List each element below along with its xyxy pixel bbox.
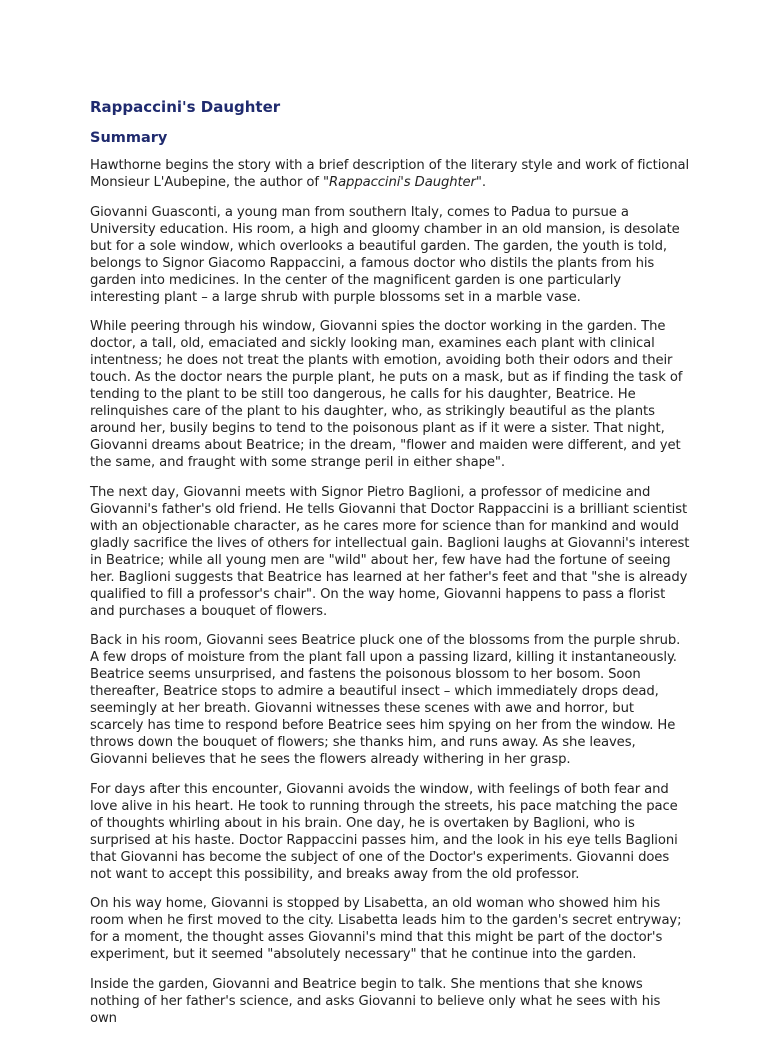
paragraph: Inside the garden, Giovanni and Beatrice begin to talk. She mentions that she knows nothing of her father's science, and asks Giovanni to believe only what he sees with his own	[90, 976, 661, 1026]
paragraph: Giovanni Guasconti, a young man from southern Italy, comes to Padua to pursue a University education. His room, a high and gloomy chamber in an old mansion, is desolate but for a sole window, which overlooks a beautiful garden. The garden, the youth is told, belongs to Signor Giacomo Rappaccini, a famous doctor who distils the plants from his garden into medicines. In the center of the magnificent garden is one particularly interesting plant – a large shrub with purple blossoms set in a marble vase.	[90, 204, 680, 305]
intro-italic-title: "Rappaccini's Daughter"	[323, 175, 482, 190]
document-page	[90, 97, 690, 1039]
intro-text: Hawthorne begins the story with a brief description of the literary style and work of fictional Monsieur L'Aubepine, the author of	[90, 158, 690, 190]
document-title: Rappaccini's Daughter	[90, 98, 281, 116]
paragraph-intro	[90, 157, 690, 191]
paragraph: On his way home, Giovanni is stopped by Lisabetta, an old woman who showed him his room when he first moved to the city. Lisabetta leads him to the garden's secret entryway; for a moment, the thought asses Giovanni's mind that this might be part of the doctor's experiment, but it seemed "absolutely necessary" that he continue into the garden.	[90, 896, 682, 962]
paragraph: Back in his room, Giovanni sees Beatrice pluck one of the blossoms from the purple shrub. A few drops of moisture from the plant fall upon a passing lizard, killing it instantaneously. Beatrice seems unsurprised, and fastens the poisonous blossom to her bosom. Soon thereafter, Beatrice stops to admire a beautiful insect – which immediately drops dead, seemingly at her breath. Giovanni witnesses these scenes with awe and horror, but scarcely has time to respond before Beatrice sees him spying on her from the window. He throws down the bouquet of flowers; she thanks him, and runs away. As she leaves, Giovanni believes that he sees the flowers already withering in her grasp.	[90, 633, 681, 767]
section-heading-summary: Summary	[90, 130, 168, 146]
paragraph: For days after this encounter, Giovanni avoids the window, with feelings of both fear and love alive in his heart. He took to running through the streets, his pace matching the pace of thoughts whirling about in his brain. One day, he is overtaken by Baglioni, who is surprised at his haste. Doctor Rappaccini passes him, and the look in his eye tells Baglioni that Giovanni has become the subject of one of the Doctor's experiments. Giovanni does not want to accept this possibility, and breaks away from the old professor.	[90, 781, 678, 882]
paragraph: The next day, Giovanni meets with Signor Pietro Baglioni, a professor of medicine and Giovanni's father's old friend. He tells Giovanni that Doctor Rappaccini is a brilliant scientist with an objectionable character, as he cares more for science than for mankind and would gladly sacrifice the lives of others for intellectual gain. Baglioni laughs at Giovanni's interest in Beatrice; while all young men are "wild" about her, few have had the fortune of seeing her. Baglioni suggests that Beatrice has learned at her father's feet and that "she is already qualified to fill a professor's chair". On the way home, Giovanni happens to pass a florist and purchases a bouquet of flowers.	[90, 484, 690, 619]
paragraph: While peering through his window, Giovanni spies the doctor working in the garden. The doctor, a tall, old, emaciated and sickly looking man, examines each plant with clinical intentness; he does not treat the plants with emotion, avoiding both their odors and their touch. As the doctor nears the purple plant, he puts on a mask, but as if finding the task of tending to the plant to be still too dangerous, he calls for his daughter, Beatrice. He relinquishes care of the plant to his daughter, who, as strikingly beautiful as the plants around her, busily begins to tend to the poisonous plant as if it were a sister. That night, Giovanni dreams about Beatrice; in the dream, "flower and maiden were different, and yet the same, and fraught with some strange peril in either shape".	[90, 319, 683, 470]
intro-end: .	[481, 175, 486, 190]
